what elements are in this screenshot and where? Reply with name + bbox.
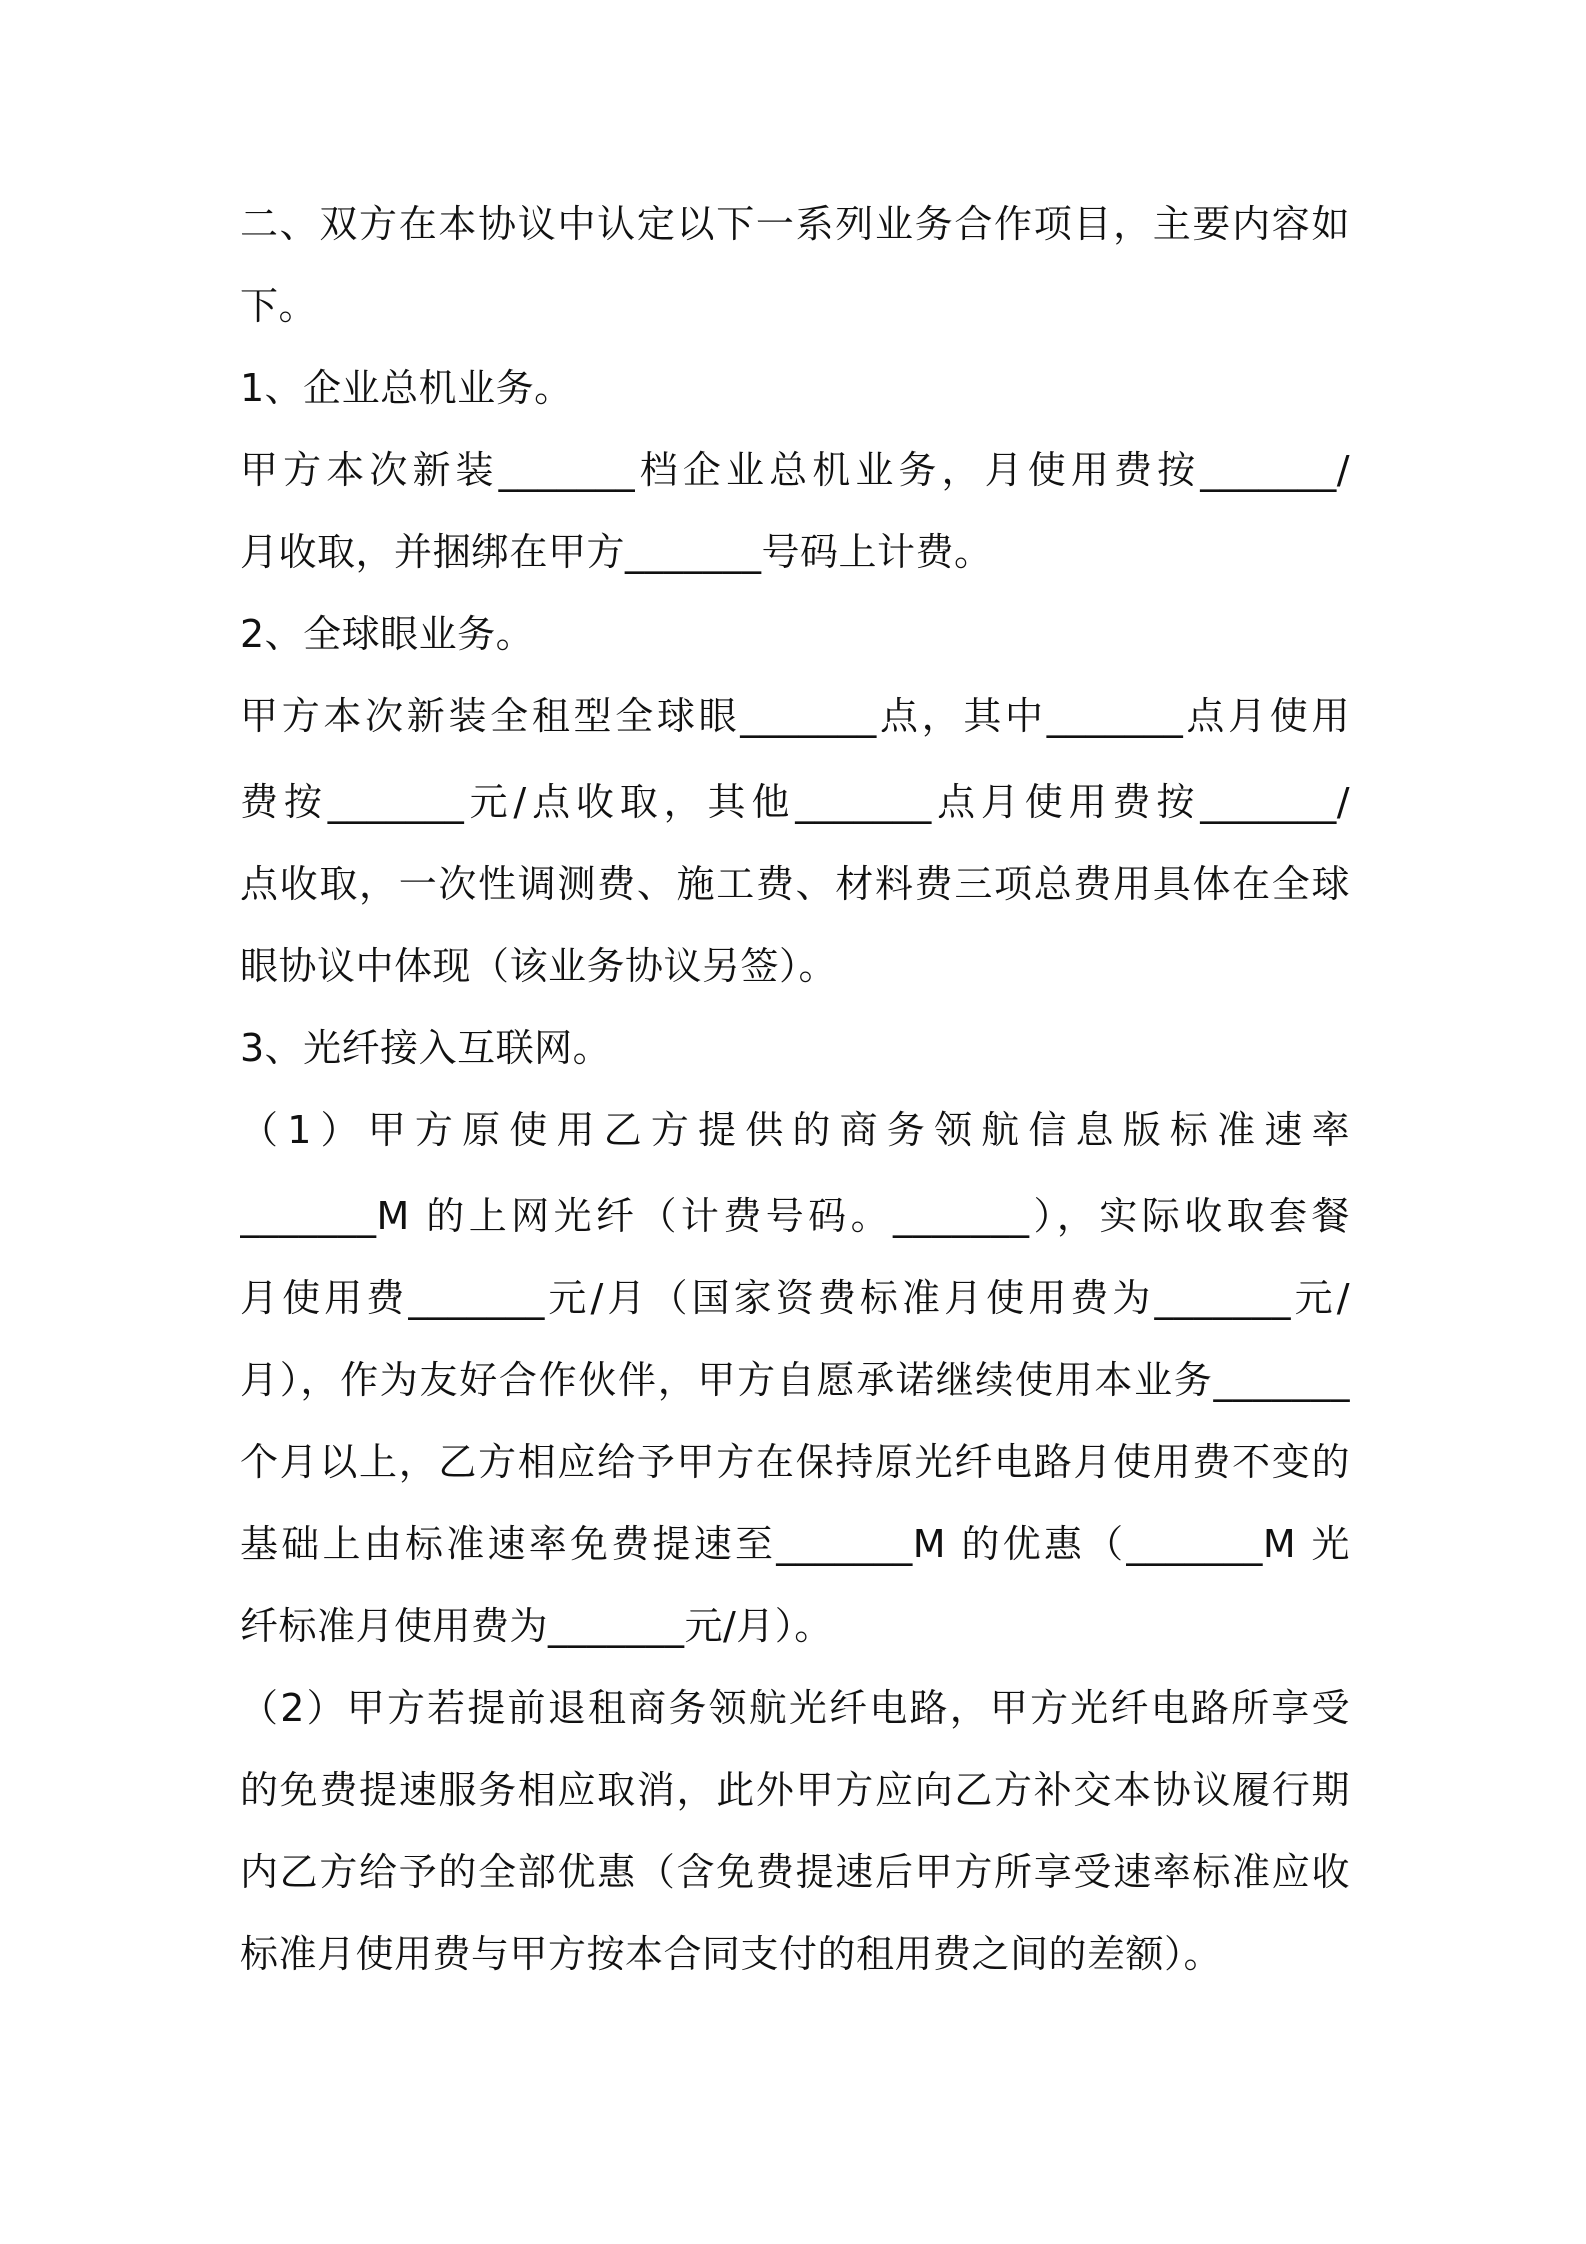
text-line: 纤标准月使用费为_______元/月）。 [240, 1604, 833, 1648]
text-line: 点收取，一次性调测费、施工费、材料费三项总费用具体在全球 [240, 862, 1350, 906]
text-line: 月收取，并捆绑在甲方_______号码上计费。 [240, 530, 993, 574]
text-line: （1）甲方原使用乙方提供的商务领航信息版标准速率 [240, 1108, 1350, 1152]
text-line: 内乙方给予的全部优惠（含免费提速后甲方所享受速率标准应收 [240, 1850, 1350, 1894]
text-line: _______M 的上网光纤（计费号码。_______），实际收取套餐 [240, 1194, 1350, 1238]
section-heading: 2、全球眼业务。 [240, 612, 535, 656]
text-line: 个月以上，乙方相应给予甲方在保持原光纤电路月使用费不变的 [240, 1440, 1350, 1484]
text-line: 甲方本次新装全租型全球眼_______点，其中_______点月使用 [240, 694, 1350, 738]
section-heading: 1、企业总机业务。 [240, 366, 573, 410]
text-line: 月），作为友好合作伙伴，甲方自愿承诺继续使用本业务_______ [240, 1358, 1350, 1402]
section-heading: 3、光纤接入互联网。 [240, 1026, 612, 1070]
text-line: 费按_______元/点收取，其他_______点月使用费按_______/ [240, 780, 1350, 824]
text-line: 基础上由标准速率免费提速至_______M 的优惠（_______M 光 [240, 1522, 1350, 1566]
text-line: 下。 [240, 284, 318, 328]
text-line: （2）甲方若提前退租商务领航光纤电路，甲方光纤电路所享受 [240, 1686, 1350, 1730]
text-line: 月使用费_______元/月（国家资费标准月使用费为_______元/ [240, 1276, 1350, 1320]
text-line: 标准月使用费与甲方按本合同支付的租用费之间的差额）。 [240, 1932, 1223, 1976]
text-line: 眼协议中体现（该业务协议另签）。 [240, 944, 838, 988]
text-line: 的免费提速服务相应取消，此外甲方应向乙方补交本协议履行期 [240, 1768, 1350, 1812]
text-line: 甲方本次新装_______档企业总机业务，月使用费按_______/ [240, 448, 1350, 492]
text-line: 二、双方在本协议中认定以下一系列业务合作项目，主要内容如 [240, 202, 1350, 246]
